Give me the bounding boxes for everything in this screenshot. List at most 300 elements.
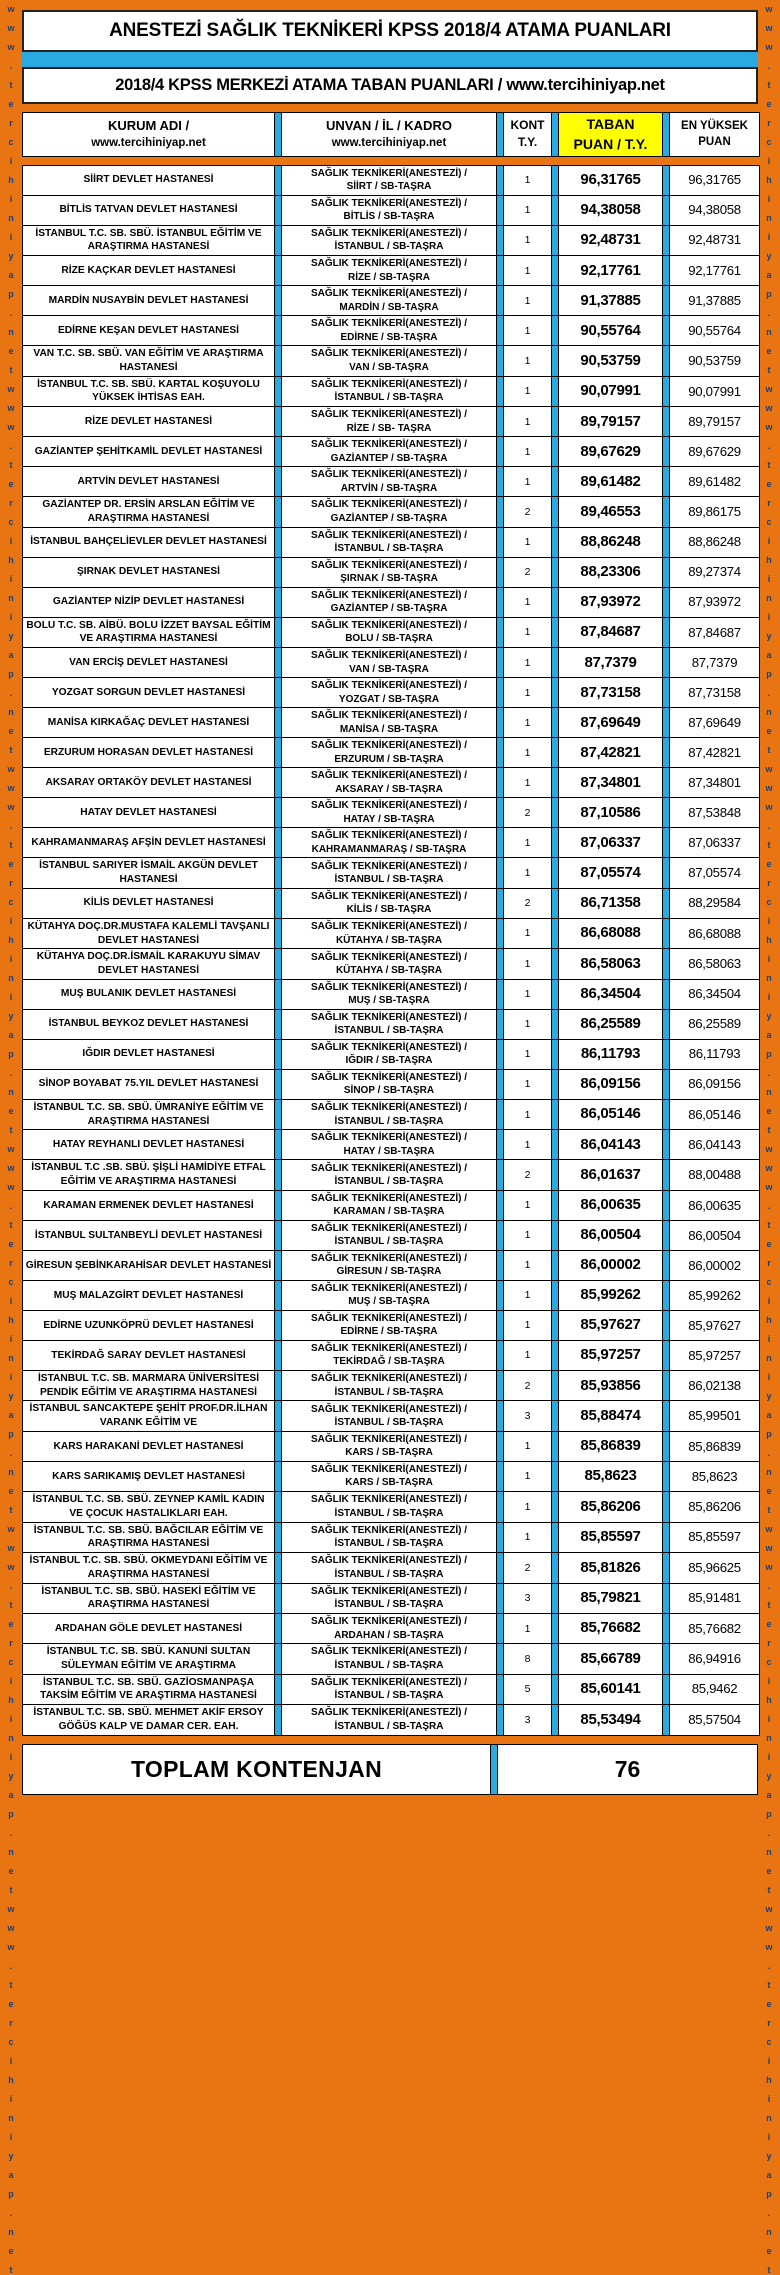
unvan-title: SAĞLIK TEKNİKERİ(ANESTEZİ) / bbox=[310, 1616, 468, 1628]
cell-kontenjan: 1 bbox=[504, 256, 552, 286]
unvan-location: KÜTAHYA / SB-TAŞRA bbox=[335, 934, 443, 946]
cell-unvan bbox=[282, 1160, 497, 1191]
rail-letter: i bbox=[9, 1372, 13, 1382]
table-row bbox=[23, 1461, 760, 1491]
row-separator bbox=[552, 256, 559, 286]
table-header bbox=[23, 113, 760, 157]
row-separator bbox=[497, 497, 504, 528]
rail-letter: a bbox=[8, 1410, 14, 1420]
rail-letter: e bbox=[766, 1486, 772, 1496]
table-row bbox=[23, 316, 760, 346]
rail-letter: y bbox=[8, 1771, 14, 1781]
row-separator bbox=[663, 1009, 670, 1039]
row-separator bbox=[275, 1190, 282, 1220]
unvan-location: İSTANBUL / SB-TAŞRA bbox=[334, 1599, 444, 1611]
row-separator bbox=[275, 1553, 282, 1584]
row-separator bbox=[497, 678, 504, 708]
unvan-header-line2: www.tercihiniyap.net bbox=[331, 137, 447, 150]
cell-en-yuksek-puan: 85,86839 bbox=[670, 1431, 760, 1461]
rail-letter: c bbox=[8, 1657, 14, 1667]
cell-kontenjan: 1 bbox=[504, 1099, 552, 1130]
table-row bbox=[23, 1583, 760, 1614]
cell-kurum: İSTANBUL SARIYER İSMAİL AKGÜN DEVLET HASTANESİ bbox=[23, 858, 275, 889]
rail-letter: a bbox=[8, 2170, 14, 2180]
table-row bbox=[23, 949, 760, 980]
rail-letter: n bbox=[766, 1353, 772, 1363]
row-separator bbox=[275, 858, 282, 889]
rail-letter: n bbox=[8, 1847, 14, 1857]
cell-kurum: İSTANBUL T.C. SB. SBÜ. ÜMRANİYE EĞİTİM VE ARAŞTIRMA HASTANESİ bbox=[23, 1099, 275, 1130]
row-separator bbox=[275, 1099, 282, 1130]
row-separator bbox=[497, 1130, 504, 1160]
cell-taban-puan: 85,93856 bbox=[559, 1370, 663, 1401]
rail-letter: i bbox=[9, 954, 13, 964]
row-separator bbox=[552, 1644, 559, 1675]
cell-en-yuksek-puan: 86,00635 bbox=[670, 1190, 760, 1220]
unvan-location: İSTANBUL / SB-TAŞRA bbox=[334, 1236, 444, 1248]
unvan-title: SAĞLIK TEKNİKERİ(ANESTEZİ) / bbox=[310, 1463, 468, 1475]
row-separator bbox=[663, 1039, 670, 1069]
cell-taban-puan: 85,79821 bbox=[559, 1583, 663, 1614]
rail-letter: i bbox=[9, 1752, 13, 1762]
row-separator bbox=[497, 195, 504, 225]
rail-letter: t bbox=[9, 1885, 13, 1895]
total-table bbox=[22, 1744, 758, 1795]
row-separator bbox=[552, 527, 559, 557]
row-separator bbox=[275, 1009, 282, 1039]
rail-letter: i bbox=[9, 2056, 13, 2066]
rail-letter: t bbox=[9, 365, 13, 375]
unvan-title: SAĞLIK TEKNİKERİ(ANESTEZİ) / bbox=[310, 499, 468, 511]
unvan-header-line1: UNVAN / İL / KADRO bbox=[326, 117, 452, 133]
rail-letter: r bbox=[767, 1258, 771, 1268]
rail-letter: w bbox=[765, 1904, 773, 1914]
table-row bbox=[23, 1674, 760, 1705]
rail-letter: w bbox=[7, 42, 15, 52]
cell-taban-puan: 88,86248 bbox=[559, 527, 663, 557]
cell-kontenjan: 2 bbox=[504, 798, 552, 828]
cell-taban-puan: 87,42821 bbox=[559, 738, 663, 768]
row-separator bbox=[663, 798, 670, 828]
row-separator bbox=[275, 1522, 282, 1553]
rail-letter: p bbox=[8, 289, 14, 299]
unvan-location: KİLİS / SB-TAŞRA bbox=[346, 904, 432, 916]
rail-letter: t bbox=[767, 745, 771, 755]
cell-unvan bbox=[282, 1009, 497, 1039]
rail-letter: h bbox=[8, 1695, 14, 1705]
rail-letter: i bbox=[9, 992, 13, 1002]
row-separator bbox=[497, 798, 504, 828]
cell-en-yuksek-puan: 89,27374 bbox=[670, 557, 760, 587]
rail-letter: n bbox=[766, 1733, 772, 1743]
rail-letter: i bbox=[767, 1334, 771, 1344]
cell-en-yuksek-puan: 88,00488 bbox=[670, 1160, 760, 1191]
cell-taban-puan: 85,97627 bbox=[559, 1310, 663, 1340]
unvan-location: İSTANBUL / SB-TAŞRA bbox=[334, 1025, 444, 1037]
table-row bbox=[23, 828, 760, 858]
row-separator bbox=[497, 1250, 504, 1280]
cell-kurum: İSTANBUL T.C. SB. SBÜ. GAZİOSMANPAŞA TAKSİM EĞİTİM VE ARAŞTIRMA HASTANESİ bbox=[23, 1674, 275, 1705]
column-header-kurum bbox=[23, 113, 275, 157]
rail-letter: i bbox=[767, 232, 771, 242]
unvan-location: SİİRT / SB-TAŞRA bbox=[346, 181, 432, 193]
unvan-location: İSTANBUL / SB-TAŞRA bbox=[334, 392, 444, 404]
rail-letter: a bbox=[8, 1030, 14, 1040]
rail-letter: i bbox=[767, 1752, 771, 1762]
cell-kontenjan: 1 bbox=[504, 648, 552, 678]
rail-letter: i bbox=[767, 992, 771, 1002]
row-separator bbox=[497, 286, 504, 316]
cell-taban-puan: 87,06337 bbox=[559, 828, 663, 858]
rail-letter: c bbox=[766, 1277, 772, 1287]
row-separator bbox=[552, 407, 559, 437]
page-title: ANESTEZİ SAĞLIK TEKNİKERİ KPSS 2018/4 ATAMA PUANLARI bbox=[109, 20, 671, 41]
rail-letter: . bbox=[767, 688, 771, 698]
cell-taban-puan: 86,11793 bbox=[559, 1039, 663, 1069]
row-separator bbox=[663, 286, 670, 316]
cell-kontenjan: 1 bbox=[504, 1280, 552, 1310]
rail-letter: n bbox=[8, 593, 14, 603]
cell-en-yuksek-puan: 86,00002 bbox=[670, 1250, 760, 1280]
rail-letter: t bbox=[767, 1505, 771, 1515]
bottom-spacer bbox=[22, 1795, 758, 1821]
unvan-title: SAĞLIK TEKNİKERİ(ANESTEZİ) / bbox=[310, 1555, 468, 1567]
rail-letter: i bbox=[767, 2132, 771, 2142]
cell-unvan bbox=[282, 286, 497, 316]
cell-en-yuksek-puan: 89,67629 bbox=[670, 437, 760, 467]
row-separator bbox=[552, 1614, 559, 1644]
table-row bbox=[23, 286, 760, 316]
cell-kontenjan: 1 bbox=[504, 1039, 552, 1069]
table-row bbox=[23, 1130, 760, 1160]
cell-taban-puan: 90,53759 bbox=[559, 346, 663, 377]
row-separator bbox=[552, 1250, 559, 1280]
unvan-location: KÜTAHYA / SB-TAŞRA bbox=[335, 965, 443, 977]
cell-kurum: İSTANBUL T.C. SB. SBÜ. İSTANBUL EĞİTİM VE ARAŞTIRMA HASTANESİ bbox=[23, 225, 275, 256]
table-row bbox=[23, 437, 760, 467]
row-separator bbox=[663, 888, 670, 918]
rail-letter: e bbox=[766, 1866, 772, 1876]
rail-letter: i bbox=[9, 574, 13, 584]
row-separator bbox=[275, 1370, 282, 1401]
row-separator bbox=[663, 678, 670, 708]
cell-taban-puan: 86,25589 bbox=[559, 1009, 663, 1039]
cell-kontenjan: 1 bbox=[504, 1190, 552, 1220]
cell-unvan bbox=[282, 678, 497, 708]
rail-letter: h bbox=[8, 935, 14, 945]
cell-unvan bbox=[282, 557, 497, 587]
cell-kontenjan: 1 bbox=[504, 286, 552, 316]
row-separator bbox=[552, 768, 559, 798]
rail-letter: t bbox=[9, 2265, 13, 2275]
table-row bbox=[23, 1522, 760, 1553]
rail-letter: r bbox=[767, 1638, 771, 1648]
rail-letter: y bbox=[766, 1011, 772, 1021]
cell-taban-puan: 85,86839 bbox=[559, 1431, 663, 1461]
unvan-title: SAĞLIK TEKNİKERİ(ANESTEZİ) / bbox=[310, 981, 468, 993]
row-separator bbox=[275, 1280, 282, 1310]
left-rail-marquee bbox=[0, 0, 22, 2275]
unvan-location: ERZURUM / SB-TAŞRA bbox=[334, 753, 444, 765]
unvan-location: VAN / SB-TAŞRA bbox=[349, 663, 429, 675]
rail-letter: t bbox=[9, 1600, 13, 1610]
rail-letter: a bbox=[766, 650, 772, 660]
table-row bbox=[23, 708, 760, 738]
row-separator bbox=[275, 1130, 282, 1160]
unvan-title: SAĞLIK TEKNİKERİ(ANESTEZİ) / bbox=[310, 409, 468, 421]
table-row bbox=[23, 1401, 760, 1432]
row-separator bbox=[497, 1491, 504, 1522]
rail-letter: c bbox=[8, 137, 14, 147]
kurum-header-line1: KURUM ADI / bbox=[107, 117, 190, 133]
cell-kontenjan: 1 bbox=[504, 587, 552, 617]
row-separator bbox=[552, 678, 559, 708]
cell-en-yuksek-puan: 92,17761 bbox=[670, 256, 760, 286]
rail-letter: i bbox=[9, 156, 13, 166]
rail-letter: n bbox=[766, 1087, 772, 1097]
total-row bbox=[23, 1744, 758, 1794]
cell-kurum: KÜTAHYA DOÇ.DR.İSMAİL KARAKUYU SİMAV DEVLET HASTANESİ bbox=[23, 949, 275, 980]
column-separator bbox=[552, 113, 559, 157]
rail-letter: w bbox=[765, 802, 773, 812]
unvan-location: İSTANBUL / SB-TAŞRA bbox=[334, 1568, 444, 1580]
rail-letter: . bbox=[767, 1961, 771, 1971]
table-row bbox=[23, 165, 760, 195]
rail-letter: c bbox=[766, 1657, 772, 1667]
row-separator bbox=[663, 1674, 670, 1705]
unvan-location: KARAMAN / SB-TAŞRA bbox=[333, 1206, 445, 1218]
rail-letter: e bbox=[8, 1619, 14, 1629]
row-separator bbox=[275, 1310, 282, 1340]
cell-kurum: RİZE DEVLET HASTANESİ bbox=[23, 407, 275, 437]
cell-kurum: İSTANBUL T.C. SB. SBÜ. KARTAL KOŞUYOLU YÜKSEK İHTİSAS EAH. bbox=[23, 376, 275, 407]
unvan-location: HATAY / SB-TAŞRA bbox=[343, 1145, 435, 1157]
unvan-title: SAĞLIK TEKNİKERİ(ANESTEZİ) / bbox=[310, 1676, 468, 1688]
cell-taban-puan: 88,23306 bbox=[559, 557, 663, 587]
rail-letter: h bbox=[766, 2075, 772, 2085]
row-separator bbox=[497, 527, 504, 557]
cell-kurum: ERZURUM HORASAN DEVLET HASTANESİ bbox=[23, 738, 275, 768]
cell-unvan bbox=[282, 1370, 497, 1401]
rail-letter: . bbox=[767, 1581, 771, 1591]
unvan-location: ŞIRNAK / SB-TAŞRA bbox=[340, 573, 438, 585]
table-body bbox=[23, 165, 760, 1735]
cell-taban-puan: 86,68088 bbox=[559, 918, 663, 949]
rail-letter: i bbox=[767, 612, 771, 622]
cell-unvan bbox=[282, 888, 497, 918]
cell-taban-puan: 87,73158 bbox=[559, 678, 663, 708]
cell-unvan bbox=[282, 979, 497, 1009]
row-separator bbox=[552, 858, 559, 889]
row-separator bbox=[552, 1340, 559, 1370]
rail-letter: i bbox=[767, 954, 771, 964]
cell-kontenjan: 1 bbox=[504, 678, 552, 708]
rail-letter: n bbox=[8, 213, 14, 223]
cell-unvan bbox=[282, 1099, 497, 1130]
rail-letter: i bbox=[767, 2094, 771, 2104]
cell-taban-puan: 87,93972 bbox=[559, 587, 663, 617]
row-separator bbox=[552, 1039, 559, 1069]
row-separator bbox=[497, 1401, 504, 1432]
rail-letter: t bbox=[767, 1600, 771, 1610]
row-separator bbox=[275, 949, 282, 980]
rail-letter: h bbox=[8, 175, 14, 185]
rail-letter: i bbox=[767, 1372, 771, 1382]
table-row bbox=[23, 195, 760, 225]
row-separator bbox=[552, 1220, 559, 1250]
rail-letter: e bbox=[8, 1866, 14, 1876]
row-separator bbox=[663, 1370, 670, 1401]
rail-letter: n bbox=[766, 213, 772, 223]
rail-letter: i bbox=[9, 916, 13, 926]
rail-letter: c bbox=[8, 2037, 14, 2047]
row-separator bbox=[552, 1130, 559, 1160]
row-separator bbox=[497, 587, 504, 617]
cell-taban-puan: 86,00635 bbox=[559, 1190, 663, 1220]
rail-letter: p bbox=[8, 669, 14, 679]
cell-unvan bbox=[282, 346, 497, 377]
unvan-title: SAĞLIK TEKNİKERİ(ANESTEZİ) / bbox=[310, 1494, 468, 1506]
table-row bbox=[23, 1069, 760, 1099]
rail-letter: i bbox=[9, 1676, 13, 1686]
cell-kurum: EDİRNE UZUNKÖPRÜ DEVLET HASTANESİ bbox=[23, 1310, 275, 1340]
cell-en-yuksek-puan: 89,61482 bbox=[670, 467, 760, 497]
rail-letter: . bbox=[767, 1448, 771, 1458]
cell-kontenjan: 1 bbox=[504, 1250, 552, 1280]
rail-letter: i bbox=[767, 1714, 771, 1724]
page-title-bar bbox=[22, 10, 758, 52]
cell-en-yuksek-puan: 85,99501 bbox=[670, 1401, 760, 1432]
rail-letter: w bbox=[7, 1942, 15, 1952]
row-separator bbox=[497, 648, 504, 678]
cell-en-yuksek-puan: 91,37885 bbox=[670, 286, 760, 316]
rail-letter: p bbox=[8, 1809, 14, 1819]
row-separator bbox=[663, 1280, 670, 1310]
cell-unvan bbox=[282, 1674, 497, 1705]
unvan-location: MUŞ / SB-TAŞRA bbox=[348, 1296, 430, 1308]
unvan-location: İSTANBUL / SB-TAŞRA bbox=[334, 1538, 444, 1550]
unvan-title: SAĞLIK TEKNİKERİ(ANESTEZİ) / bbox=[310, 1011, 468, 1023]
row-separator bbox=[552, 1160, 559, 1191]
cell-kontenjan: 8 bbox=[504, 1644, 552, 1675]
rail-letter: r bbox=[767, 498, 771, 508]
rail-letter: i bbox=[767, 1296, 771, 1306]
cell-kurum: KARS SARIKAMIŞ DEVLET HASTANESİ bbox=[23, 1461, 275, 1491]
rail-letter: r bbox=[9, 1638, 13, 1648]
cell-kontenjan: 1 bbox=[504, 738, 552, 768]
cell-kurum: HATAY DEVLET HASTANESİ bbox=[23, 798, 275, 828]
row-separator bbox=[552, 437, 559, 467]
rail-letter: y bbox=[766, 2151, 772, 2161]
cell-kontenjan: 1 bbox=[504, 949, 552, 980]
cell-unvan bbox=[282, 1522, 497, 1553]
cell-en-yuksek-puan: 87,06337 bbox=[670, 828, 760, 858]
rail-letter: n bbox=[766, 707, 772, 717]
cell-taban-puan: 85,99262 bbox=[559, 1280, 663, 1310]
unvan-location: İSTANBUL / SB-TAŞRA bbox=[334, 1720, 444, 1732]
cell-taban-puan: 87,10586 bbox=[559, 798, 663, 828]
row-separator bbox=[497, 316, 504, 346]
cell-kontenjan: 1 bbox=[504, 376, 552, 407]
row-separator bbox=[497, 1340, 504, 1370]
cell-unvan bbox=[282, 1705, 497, 1736]
unvan-title: SAĞLIK TEKNİKERİ(ANESTEZİ) / bbox=[310, 1646, 468, 1658]
rail-letter: . bbox=[9, 688, 13, 698]
rail-letter: h bbox=[766, 1315, 772, 1325]
cell-unvan bbox=[282, 407, 497, 437]
cell-en-yuksek-puan: 86,94916 bbox=[670, 1644, 760, 1675]
row-separator bbox=[663, 1491, 670, 1522]
cell-unvan bbox=[282, 1614, 497, 1644]
rail-letter: e bbox=[8, 1999, 14, 2009]
cell-kurum: KİLİS DEVLET HASTANESİ bbox=[23, 888, 275, 918]
row-separator bbox=[497, 708, 504, 738]
cell-kontenjan: 2 bbox=[504, 888, 552, 918]
unvan-title: SAĞLIK TEKNİKERİ(ANESTEZİ) / bbox=[310, 1282, 468, 1294]
rail-letter: h bbox=[766, 175, 772, 185]
cell-taban-puan: 85,85597 bbox=[559, 1522, 663, 1553]
row-separator bbox=[497, 768, 504, 798]
cell-unvan bbox=[282, 527, 497, 557]
row-separator bbox=[552, 286, 559, 316]
unvan-title: SAĞLIK TEKNİKERİ(ANESTEZİ) / bbox=[310, 1585, 468, 1597]
rail-letter: a bbox=[766, 1790, 772, 1800]
rail-letter: y bbox=[8, 631, 14, 641]
cell-unvan bbox=[282, 1280, 497, 1310]
row-separator bbox=[275, 1705, 282, 1736]
rail-letter: w bbox=[7, 1182, 15, 1192]
cell-en-yuksek-puan: 86,11793 bbox=[670, 1039, 760, 1069]
rail-letter: . bbox=[9, 1201, 13, 1211]
unvan-location: RİZE / SB- TAŞRA bbox=[346, 422, 432, 434]
rail-letter: r bbox=[9, 2018, 13, 2028]
rail-letter: a bbox=[8, 270, 14, 280]
row-separator bbox=[275, 407, 282, 437]
rail-letter: n bbox=[766, 973, 772, 983]
rail-letter: w bbox=[765, 4, 773, 14]
row-separator bbox=[497, 1674, 504, 1705]
cell-kontenjan: 1 bbox=[504, 1431, 552, 1461]
rail-letter: p bbox=[8, 2189, 14, 2199]
unvan-location: KARS / SB-TAŞRA bbox=[345, 1447, 433, 1459]
cell-unvan bbox=[282, 1401, 497, 1432]
table-row bbox=[23, 1705, 760, 1736]
row-separator bbox=[497, 256, 504, 286]
table-row bbox=[23, 587, 760, 617]
page-subtitle-bar bbox=[22, 67, 758, 104]
rail-letter: w bbox=[765, 403, 773, 413]
rail-letter: e bbox=[8, 1486, 14, 1496]
cell-kurum: İSTANBUL BEYKOZ DEVLET HASTANESİ bbox=[23, 1009, 275, 1039]
rail-letter: t bbox=[767, 2265, 771, 2275]
row-separator bbox=[663, 1160, 670, 1191]
rail-letter: t bbox=[9, 1220, 13, 1230]
cell-en-yuksek-puan: 85,91481 bbox=[670, 1583, 760, 1614]
cell-kontenjan: 1 bbox=[504, 768, 552, 798]
cell-unvan bbox=[282, 376, 497, 407]
rail-letter: w bbox=[7, 764, 15, 774]
row-separator bbox=[275, 708, 282, 738]
rail-letter: w bbox=[765, 42, 773, 52]
rail-letter: . bbox=[9, 441, 13, 451]
rail-letter: r bbox=[9, 118, 13, 128]
rail-letter: w bbox=[765, 422, 773, 432]
row-separator bbox=[275, 1431, 282, 1461]
unvan-location: VAN / SB-TAŞRA bbox=[349, 361, 429, 373]
rail-letter: n bbox=[8, 1467, 14, 1477]
table-row bbox=[23, 1039, 760, 1069]
cell-unvan bbox=[282, 1461, 497, 1491]
